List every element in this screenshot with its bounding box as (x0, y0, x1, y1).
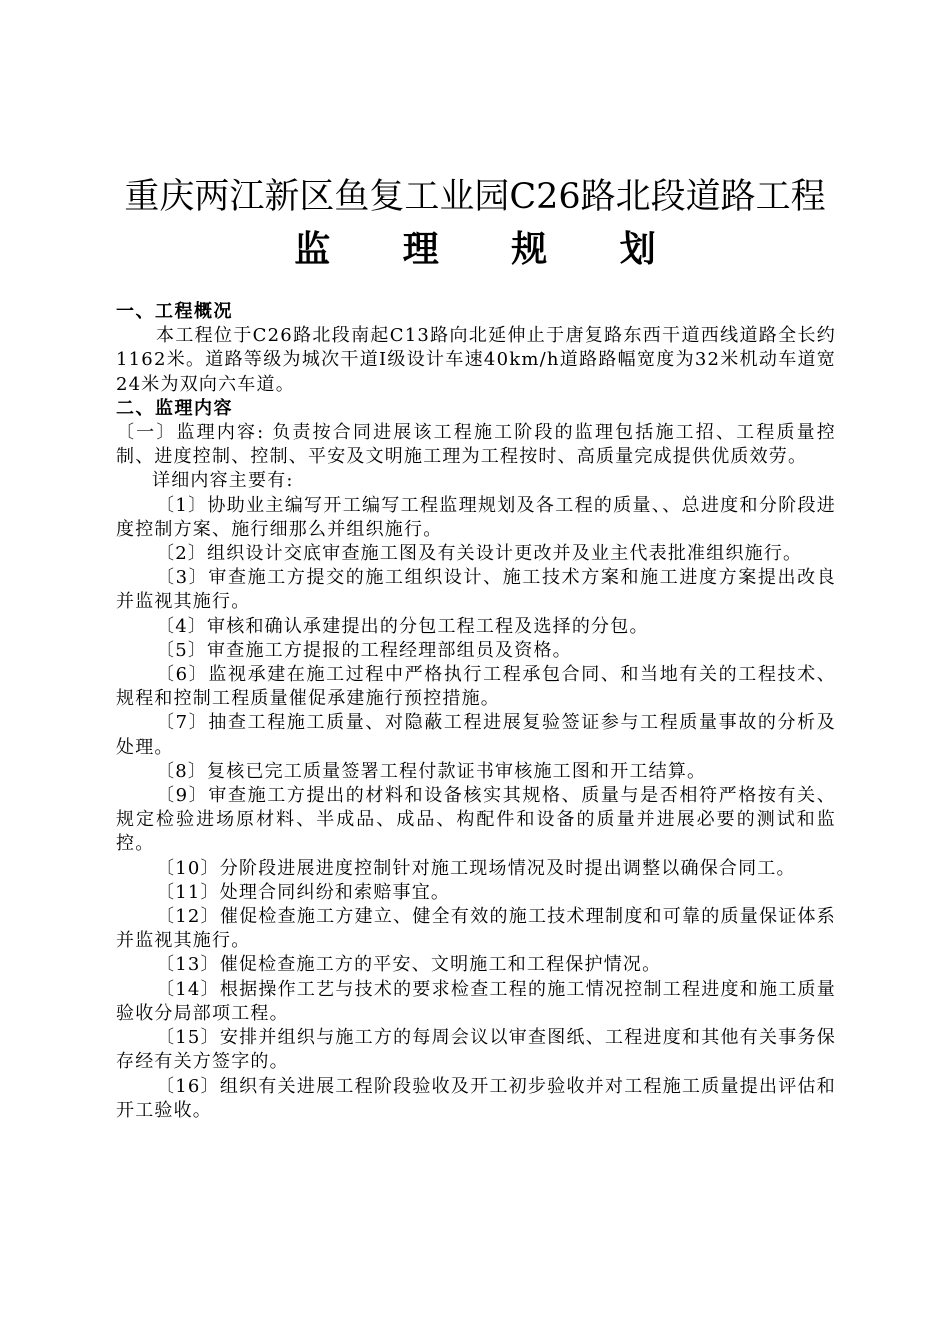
section-heading: 二、监理内容 (116, 397, 233, 419)
detail-label: 详细内容主要有: (152, 470, 294, 492)
list-item: 〔14〕根据操作工艺与技术的要求检查工程的施工情况控制工程进度和施工质量验收分局部项工程。 (116, 978, 836, 1024)
list-item: 〔6〕监视承建在施工过程中严格执行工程承包合同、和当地有关的工程技术、规程和控制工程质量催促承建施行预控措施。 (116, 664, 836, 710)
document-subtitle: 监 理 规 划 (294, 229, 686, 270)
list-item: 〔10〕分阶段进展进度控制针对施工现场情况及时提出调整以确保合同工。 (156, 857, 796, 879)
list-item: 〔5〕审查施工方提报的工程经理部组员及资格。 (156, 639, 572, 661)
document-body (116, 300, 836, 1123)
list-item: 〔8〕复核已完工质量签署工程付款证书审核施工图和开工结算。 (156, 760, 707, 782)
list-item: 〔12〕催促检查施工方建立、健全有效的施工技术理制度和可靠的质量保证体系并监视其施行。 (116, 906, 836, 952)
section-paragraph: 本工程位于C26路北段南起C13路向北延伸止于唐复路东西干道西线道路全长约1162米。道路等级为城次干道Ⅰ级设计车速40km/h道路路幅宽度为32米机动车道宽24米为双向六车道。 (116, 325, 836, 395)
list-item: 〔16〕组织有关进展工程阶段验收及开工初步验收并对工程施工质量提出评估和开工验收。 (116, 1075, 836, 1121)
list-item: 〔11〕处理合同纠纷和索赔事宜。 (156, 881, 451, 903)
section-heading: 一、工程概况 (116, 301, 233, 322)
document-title: 重庆两江新区鱼复工业园C26路北段道路工程 (124, 177, 826, 217)
section-intro: 〔一〕监理内容: 负责按合同进展该工程施工阶段的监理包括施工招、工程质量控制、进度控制、控制、平安及文明施工理为工程按时、高质量完成提供优质效劳。 (116, 422, 836, 468)
list-item: 〔13〕催促检查施工方的平安、文明施工和工程保护情况。 (156, 954, 662, 976)
list-item: 〔1〕协助业主编写开工编写工程监理规划及各工程的质量、、总进度和分阶段进度控制方案、施行细那么并组织施行。 (116, 494, 836, 540)
list-item: 〔9〕审查施工方提出的材料和设备核实其规格、质量与是否相符严格按有关、规定检验进场原材料、半成品、成品、构配件和设备的质量并进展必要的测试和监控。 (116, 785, 836, 855)
list-item: 〔2〕组织设计交底审查施工图及有关设计更改并及业主代表批准组织施行。 (156, 543, 803, 565)
list-item: 〔7〕抽查工程施工质量、对隐蔽工程进展复验签证参与工程质量事故的分析及处理。 (116, 712, 836, 758)
list-item: 〔4〕审核和确认承建提出的分包工程工程及选择的分包。 (156, 615, 649, 637)
list-item: 〔15〕安排并组织与施工方的每周会议以审查图纸、工程进度和其他有关事务保存经有关方签字的。 (116, 1027, 836, 1073)
list-item: 〔3〕审查施工方提交的施工组织设计、施工技术方案和施工进度方案提出改良并监视其施行。 (116, 567, 836, 613)
